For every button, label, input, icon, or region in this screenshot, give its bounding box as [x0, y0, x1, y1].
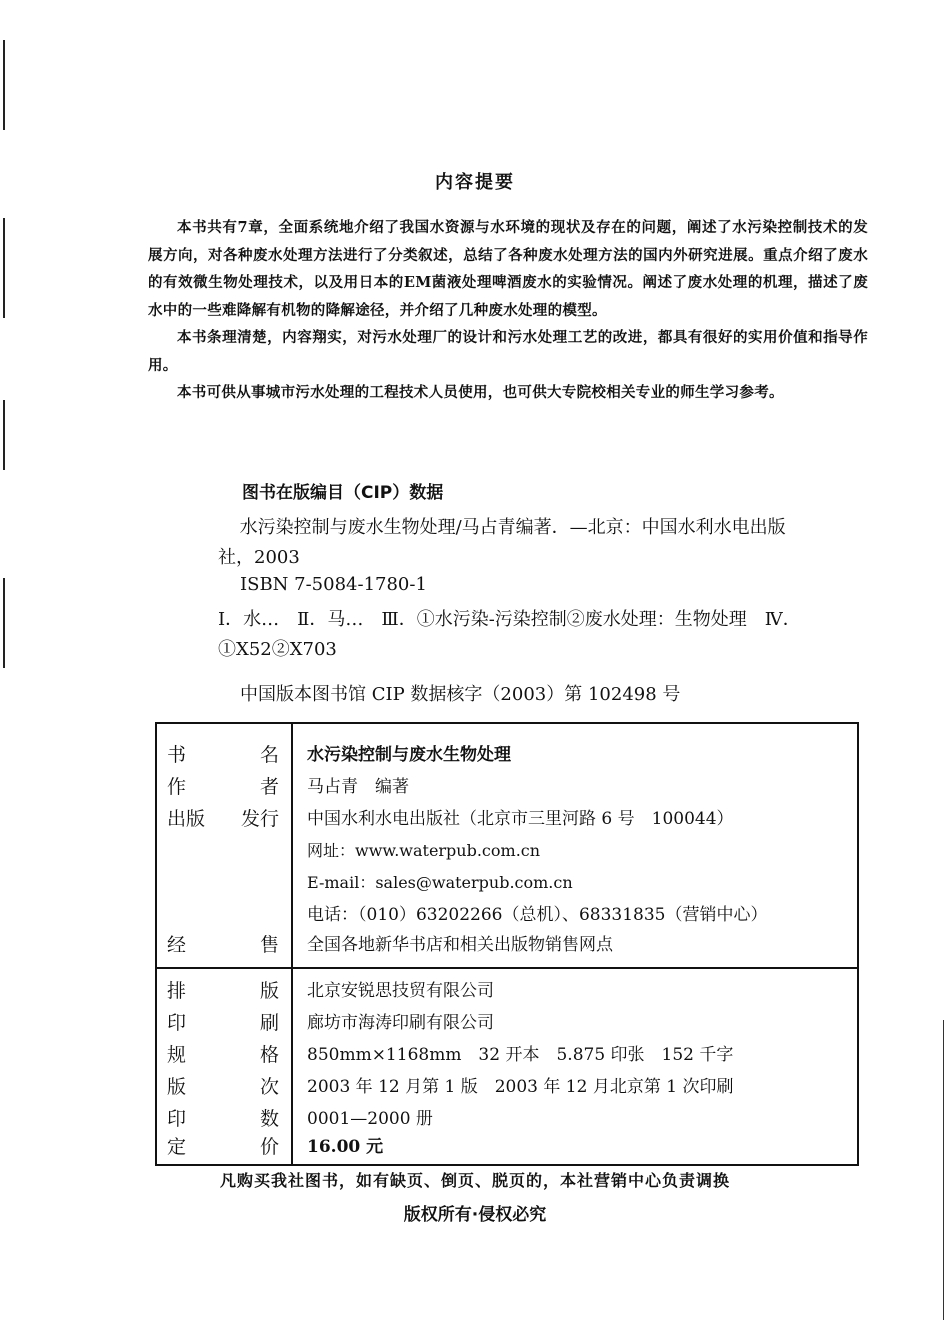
value-price: 16.00 元	[307, 1137, 384, 1157]
summary-paragraph: 本书可供从事城市污水处理的工程技术人员使用，也可供大专院校相关专业的师生学习参考。	[177, 384, 784, 401]
value-format: 850mm×1168mm 32 开本 5.875 印张 152 千字	[307, 1045, 734, 1065]
scan-margin-line	[3, 218, 5, 318]
publication-info-table	[155, 722, 859, 1166]
value-author: 马占青 编著	[307, 777, 409, 797]
value-email: E-mail：sales@waterpub.com.cn	[307, 873, 573, 892]
summary-paragraph: 本书共有7章，全面系统地介绍了我国水资源与水环境的现状及存在的问题，阐述了水污染控制技术的发展方向，对各种废水处理方法进行了分类叙述，总结了各种废水处理方法的国内外研究进展。重点介绍了废水的有效微生物处理技术，以及用日本的EM菌液处理啤酒废水的实验情况。阐述了废水处理的机理，描述了废水中的一些难降解有机物的降解途径，并介绍了几种废水处理的模型。	[148, 219, 868, 319]
value-typesetting: 北京安锐思技贸有限公司	[307, 981, 494, 1001]
value-phone: 电话：（010）63202266（总机）、68331835（营销中心）	[307, 905, 768, 925]
footer-copyright: 版权所有·侵权必究	[403, 1205, 547, 1225]
value-print-run: 0001—2000 册	[307, 1109, 433, 1129]
label-publisher: 出版 发行	[167, 808, 279, 830]
value-book-title: 水污染控制与废水生物处理	[307, 745, 511, 765]
label-print-run: 印 数	[167, 1108, 279, 1130]
label-author: 作 者	[167, 776, 279, 798]
scan-margin-line	[3, 400, 5, 470]
scan-margin-line	[3, 40, 5, 130]
label-price: 定 价	[167, 1136, 279, 1158]
summary-paragraph: 本书条理清楚，内容翔实，对污水处理厂的设计和污水处理工艺的改进，都具有很好的实用价值和指导作用。	[148, 329, 868, 374]
scan-margin-line	[3, 578, 5, 668]
summary-title: 内容提要	[435, 172, 515, 193]
table-column-divider	[291, 724, 293, 1164]
footer-note: 凡购买我社图书，如有缺页、倒页、脱页的，本社营销中心负责调换	[219, 1171, 730, 1190]
cip-heading: 图书在版编目（CIP）数据	[242, 483, 444, 503]
label-distributor: 经 售	[167, 934, 279, 956]
value-publisher: 中国水利水电出版社（北京市三里河路 6 号 100044）	[307, 809, 734, 829]
value-printing: 廊坊市海涛印刷有限公司	[307, 1013, 494, 1033]
summary-body	[148, 214, 868, 407]
label-printing: 印 刷	[167, 1012, 279, 1034]
cip-classification: Ⅰ．水… Ⅱ．马… Ⅲ．①水污染-污染控制②废水处理：生物处理 Ⅳ．①X52②X703	[218, 609, 801, 660]
label-format: 规 格	[167, 1044, 279, 1066]
label-typesetting: 排 版	[167, 980, 279, 1002]
table-row-divider	[157, 967, 857, 969]
value-edition: 2003 年 12 月第 1 版 2003 年 12 月北京第 1 次印刷	[307, 1077, 734, 1097]
label-book-title: 书 名	[167, 744, 279, 766]
cip-isbn: ISBN 7-5084-1780-1	[240, 574, 427, 595]
label-edition: 版 次	[167, 1076, 279, 1098]
cip-check-number: 中国版本图书馆 CIP 数据核字（2003）第 102498 号	[240, 684, 681, 705]
value-website: 网址：www.waterpub.com.cn	[307, 841, 541, 860]
value-distributor: 全国各地新华书店和相关出版物销售网点	[307, 935, 613, 955]
cip-title-line: 水污染控制与废水生物处理/马占青编著．—北京：中国水利水电出版社，2003	[218, 517, 786, 568]
